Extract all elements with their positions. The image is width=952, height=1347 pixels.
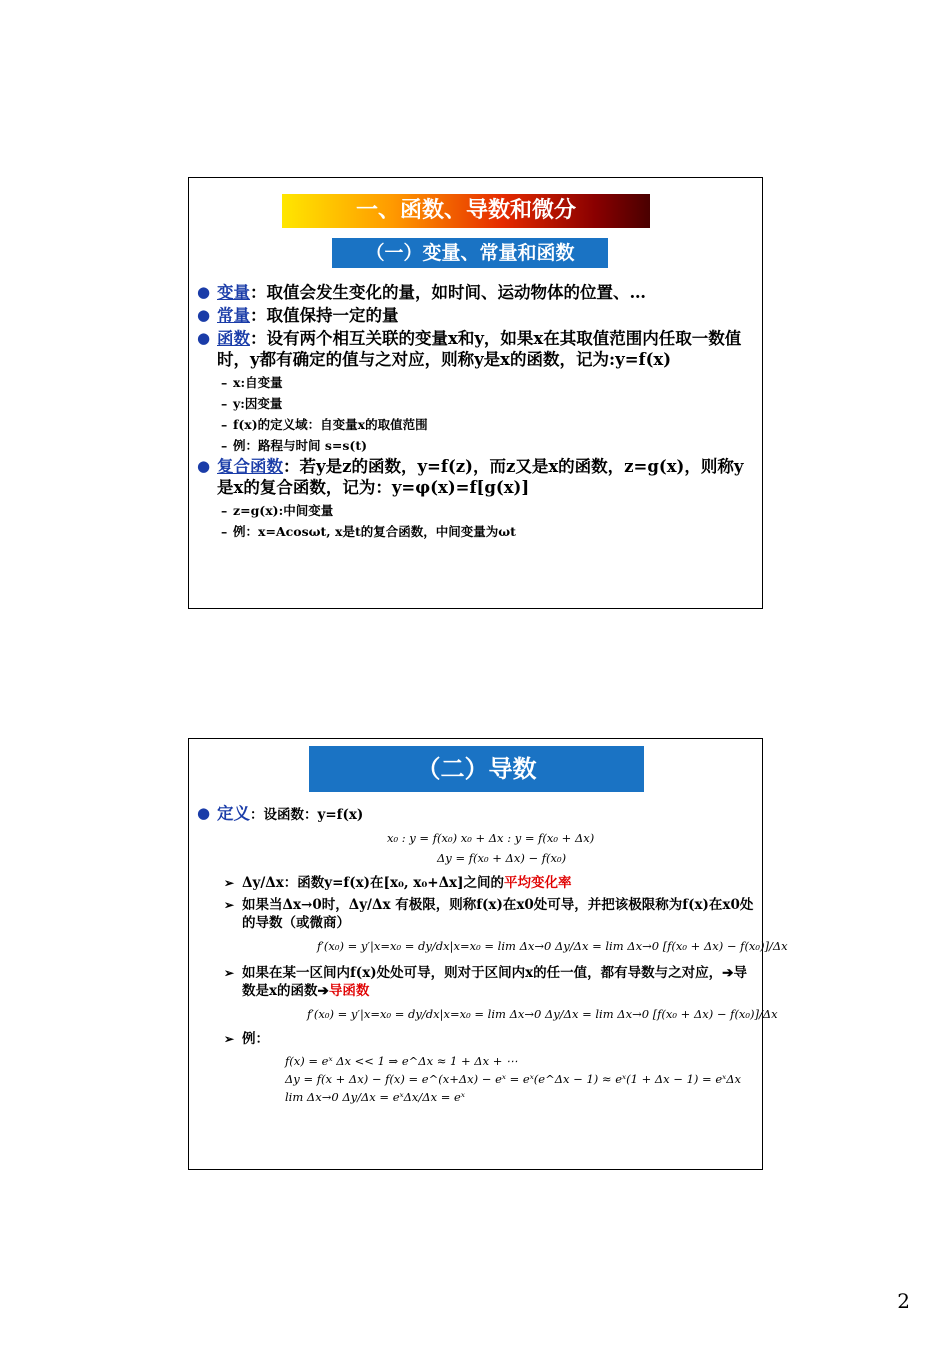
formula-derived-function: f′(x₀) = y′|x=x₀ = dy/dx|x=x₀ = lim Δx→0 Δy/Δx = lim Δx→0 [f(x₀ + Δx) − f(x₀)]/Δx [307,1007,778,1021]
example-label: 例： [242,1031,269,1047]
sub-bullet: – 例：x=Acosωt, x是t的复合函数，中间变量为ωt [221,524,516,539]
bullet-text: ：若y是z的函数，y=f(z)，而z又是x的函数，z=g(x)，则称y是x的复合函数，记为：y=φ(x)=f[g(x)] [217,457,744,497]
arrow-bullet-icon: ➢ [224,1032,235,1046]
sub-bullet-text: x:自变量 [233,375,283,390]
page-number: 2 [897,1289,910,1313]
sub-bullet: – y:因变量 [221,396,283,411]
formula-example-exp: f(x) = eˣ Δx << 1 ⇒ e^Δx ≈ 1 + Δx + ⋯ [285,1054,518,1068]
bullet-variable [197,282,754,303]
bullet-dot-icon: ● [197,283,211,301]
term-composite-function: 复合函数 [217,457,283,476]
sub-bullet: – z=g(x):中间变量 [221,503,334,518]
highlight-average-rate: 平均变化率 [504,875,572,891]
bullet-text: ：取值会发生变化的量，如时间、运动物体的位置、… [250,283,646,302]
term-variable: 变量 [217,283,250,302]
formula-increment-points: x₀ : y = f(x₀) x₀ + Δx : y = f(x₀ + Δx) [387,831,595,845]
bullet-dot-icon: ● [197,804,211,822]
formula-example-delta: Δy = f(x + Δx) − f(x) = e^(x+Δx) − eˣ = eˣ(e^Δx − 1) ≈ eˣ(1 + Δx − 1) = eˣΔx [285,1072,742,1086]
bullet-dot-icon: ● [197,457,211,475]
point-average-rate [197,874,754,892]
slide-derivative [188,738,788,1170]
slide1-subtitle: （一）变量、常量和函数 [332,238,608,268]
sub-bullet-text: 例：路程与时间 s=s(t) [233,438,368,453]
sub-bullet-text: 例：x=Acosωt, x是t的复合函数，中间变量为ωt [233,524,516,539]
bullet-definition [197,803,754,826]
arrow-bullet-icon: ➢ [224,876,235,890]
point-text: Δy/Δx：函数y=f(x)在[x₀, x₀+Δx]之间的 [242,875,504,891]
slide1-content [197,282,754,542]
slide1-title: 一、函数、导数和微分 [282,194,650,228]
bullet-text: ：设有两个相互关联的变量x和y，如果x在其取值范围内任取一数值时，y都有确定的值与之对应，则称y是x的函数，记为:y=f(x) [217,329,742,369]
bullet-dot-icon: ● [197,329,211,347]
point-differentiable [197,896,754,932]
term-function: 函数 [217,329,250,348]
formula-example-limit: lim Δx→0 Δy/Δx = eˣΔx/Δx = eˣ [285,1090,465,1104]
slide2-title: （二）导数 [309,746,644,792]
slide-variables-functions [188,177,763,609]
point-example [197,1030,754,1048]
sub-bullet-text: f(x)的定义域：自变量x的取值范围 [233,417,428,432]
definition-text: ：设函数：y=f(x) [250,807,364,823]
sub-bullet: – f(x)的定义域：自变量x的取值范围 [221,417,428,432]
point-derived-function [197,964,754,1000]
slide2-content [197,803,788,1106]
point-text: 如果当Δx→0时，Δy/Δx 有极限，则称f(x)在x0处可导，并把该极限称为f(x)在x0处的导数（或微商） [242,897,754,931]
bullet-composite-function [197,456,754,498]
point-text: 如果在某一区间内f(x)处处可导，则对于区间内x的任一值，都有导数与之对应，➔导数是x的函数➔ [242,965,747,999]
bullet-text: ：取值保持一定的量 [250,306,399,325]
formula-delta-y: Δy = f(x₀ + Δx) − f(x₀) [437,851,567,865]
term-constant: 常量 [217,306,250,325]
arrow-bullet-icon: ➢ [224,898,235,912]
sub-bullet: – 例：路程与时间 s=s(t) [221,438,368,453]
sub-bullet-text: z=g(x):中间变量 [233,503,334,518]
highlight-derived-function: 导函数 [328,983,370,999]
term-definition: 定义 [217,804,250,823]
bullet-constant [197,305,754,326]
sub-bullet-text: y:因变量 [233,396,283,411]
bullet-dot-icon: ● [197,306,211,324]
bullet-function [197,328,754,370]
formula-derivative-definition: f′(x₀) = y′|x=x₀ = dy/dx|x=x₀ = lim Δx→0 Δy/Δx = lim Δx→0 [f(x₀ + Δx) − f(x₀)]/Δx [317,939,788,953]
sub-bullet: – x:自变量 [221,375,283,390]
arrow-bullet-icon: ➢ [224,966,235,980]
